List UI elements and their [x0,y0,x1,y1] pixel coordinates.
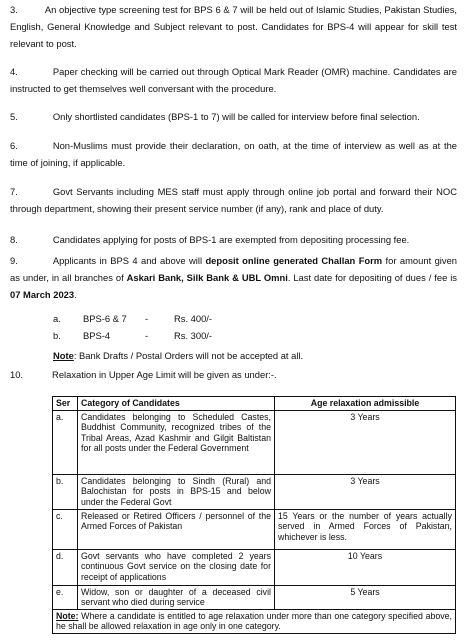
item-text: Paper checking will be carried out through Optical Mark Reader (OMR) machine. Candidates are instructed to get themselves well conversant with the procedure. [10,66,457,94]
table-row [53,509,456,549]
age-relaxation-table [52,396,456,634]
fee-letter: b. [53,330,61,341]
item-7 [10,183,457,217]
note-label: Note [53,350,74,361]
item-text: An objective type screening test for BPS 6 & 7 will be held out of Islamic Studies, Pakistan Studies, English, General Knowledge and Subject relevant to post. Candidates for BPS-4 will appear for skill test relevant to post. [10,4,457,49]
item-number: 7. [10,186,18,197]
row-category: Candidates belonging to Scheduled Castes, Buddhist Community, recognized tribes of the Tribal Areas, Azad Kashmir and Gilgit Baltistan for all posts under the Federal Government [78,410,275,474]
item-number: 10. [10,369,24,380]
row-category: Govt servants who have completed 2 years continuous Govt service on the closing date for receipt of applications [78,549,275,585]
fee-dash: - [145,313,149,324]
fee-amount: Rs. 300/- [174,330,213,341]
fee-letter: a. [53,313,61,324]
item-number: 6. [10,140,18,151]
item-number: 9. [10,255,18,266]
header-category: Category of Candidates [78,397,275,411]
fee-grade: BPS-4 [83,330,111,341]
item-4 [10,63,457,97]
row-relaxation: 10 Years [275,549,456,585]
last-date: 07 March 2023 [10,289,75,300]
table-row [53,585,456,609]
fee-row-a [53,310,293,327]
fee-dash: - [145,330,149,341]
item-8 [10,231,457,248]
fee-amount: Rs. 400/- [174,313,213,324]
table-note-label: Note: [56,610,79,621]
item-3 [10,1,457,52]
fee-row-b [53,327,293,344]
row-ser: d. [53,549,78,585]
item-10 [10,366,457,383]
header-relaxation: Age relaxation admissible [275,397,456,411]
item-text: Govt Servants including MES staff must apply through online job portal and forward their NOC through department, showing their present service number (if any), rank and place of duty. [10,186,457,214]
note-text: : Bank Drafts / Postal Orders will not be accepted at all. [73,350,304,361]
table-row [53,474,456,509]
header-ser: Ser [53,397,78,411]
row-ser: e. [53,585,78,609]
item-number: 8. [10,234,18,245]
item-6 [10,137,457,171]
item-9: 9. Applicants in BPS 4 and above will deposit online generated Challan Form for amount given as under, in all branches of Askari Bank, Silk Bank & UBL Omni. Last date for depositing of dues / fee is 07 March 2023. [10,255,457,300]
table-note-text: Where a candidate is entitled to age relaxation under more than one category specified above, he shall be allowed relaxation in age only in one category. [56,610,452,632]
item-5 [10,108,457,125]
item-text: Only shortlisted candidates (BPS-1 to 7) will be called for interview before final selection. [52,111,420,122]
bank-names: Askari Bank, Silk Bank & UBL Omni [126,272,288,283]
fee-note [53,347,303,364]
row-ser: a. [53,410,78,474]
table-row [53,549,456,585]
row-relaxation: 3 Years [275,410,456,474]
item-text: Candidates applying for posts of BPS-1 are exempted from depositing processing fee. [52,234,410,245]
row-ser: c. [53,509,78,549]
item-number: 4. [10,66,18,77]
row-ser: b. [53,474,78,509]
row-relaxation: 3 Years [275,474,456,509]
table-row [53,410,456,474]
item-text: Relaxation in Upper Age Limit will be given as under:-. [52,369,277,380]
row-relaxation: 15 Years or the number of years actually served in Armed Forces of Pakistan, whichever is less. [275,509,456,549]
item-number: 5. [10,111,18,122]
row-category: Released or Retired Officers / personnel of the Armed Forces of Pakistan [78,509,275,549]
item-number: 3. [10,4,18,15]
challan-form-emphasis: deposit online generated Challan Form [205,255,383,266]
row-relaxation: 5 Years [275,585,456,609]
row-category: Widow, son or daughter of a deceased civil servant who died during service [78,585,275,609]
fee-grade: BPS-6 & 7 [83,313,127,324]
table-header-row [53,397,456,411]
row-category: Candidates belonging to Sindh (Rural) and Balochistan for posts in BPS-15 and below under the Federal Govt [78,474,275,509]
item-text: Non-Muslims must provide their declaration, on oath, at the time of interview as well as at the time of joining, if applicable. [10,140,457,168]
table-note-row [53,609,456,633]
